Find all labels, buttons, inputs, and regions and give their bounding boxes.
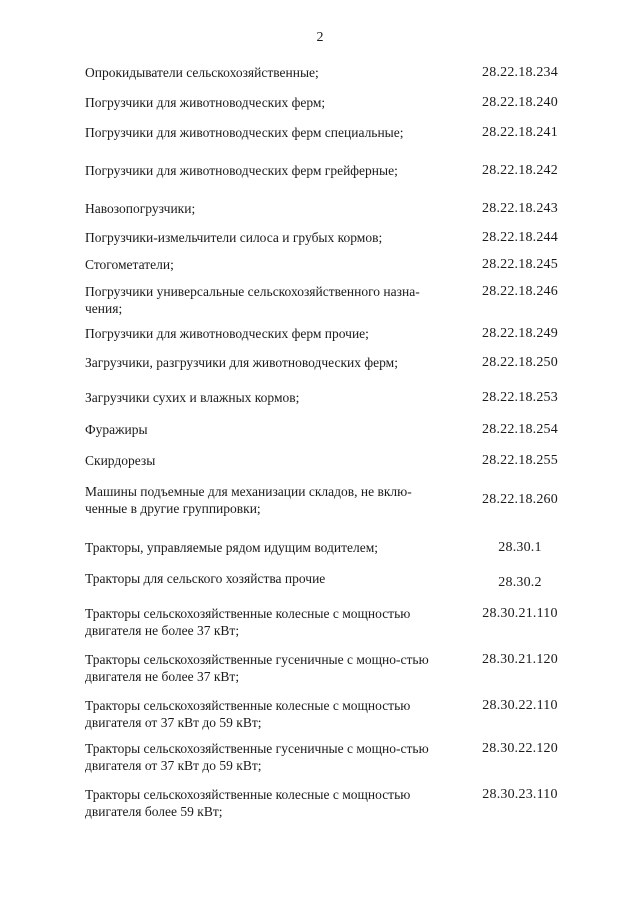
item-label: Опрокидыватели сельскохозяйственные;	[85, 65, 319, 80]
item-code: 28.22.18.260	[482, 492, 558, 507]
item-code: 28.30.2	[498, 575, 542, 590]
item-label: Тракторы сельскохозяйственные колесные с мощностью двигателя более 59 кВт;	[85, 787, 411, 819]
item-label: Погрузчики для животноводческих ферм грейферные;	[85, 163, 398, 178]
item-label: Погрузчики для животноводческих ферм специальные;	[85, 125, 404, 140]
item-label: Стогометатели;	[85, 257, 174, 272]
item-code: 28.22.18.255	[482, 453, 558, 468]
item-code: 28.22.18.234	[482, 65, 558, 80]
item-code: 28.22.18.245	[482, 257, 558, 272]
item-label: Навозопогрузчики;	[85, 201, 196, 216]
item-label: Тракторы для сельского хозяйства прочие	[85, 571, 326, 586]
item-label: Машины подъемные для механизации складов, не вклю-ченные в другие группировки;	[85, 484, 412, 516]
item-label: Тракторы сельскохозяйственные гусеничные с мощно-стью двигателя от 37 кВт до 59 кВт;	[85, 741, 429, 773]
item-code: 28.30.22.120	[482, 741, 558, 756]
item-code: 28.22.18.243	[482, 201, 558, 216]
item-code: 28.22.18.240	[482, 95, 558, 110]
item-code: 28.22.18.254	[482, 422, 558, 437]
item-code: 28.22.18.249	[482, 326, 558, 341]
item-label: Загрузчики сухих и влажных кормов;	[85, 390, 300, 405]
page-number: 2	[316, 30, 324, 45]
item-code: 28.22.18.241	[482, 125, 558, 140]
item-label: Фуражиры	[85, 422, 148, 437]
item-code: 28.22.18.250	[482, 355, 558, 370]
item-label: Тракторы сельскохозяйственные гусеничные с мощно-стью двигателя не более 37 кВт;	[85, 652, 429, 684]
item-code: 28.30.22.110	[482, 698, 558, 713]
item-code: 28.30.21.120	[482, 652, 558, 667]
item-label: Погрузчики-измельчители силоса и грубых кормов;	[85, 230, 383, 245]
item-label: Погрузчики для животноводческих ферм;	[85, 95, 326, 110]
item-label: Тракторы сельскохозяйственные колесные с мощностью двигателя не более 37 кВт;	[85, 606, 411, 638]
item-label: Погрузчики универсальные сельскохозяйственного назна-чения;	[85, 284, 420, 316]
item-label: Тракторы, управляемые рядом идущим водителем;	[85, 540, 378, 555]
item-code: 28.22.18.246	[482, 284, 558, 299]
item-label: Тракторы сельскохозяйственные колесные с мощностью двигателя от 37 кВт до 59 кВт;	[85, 698, 411, 730]
item-code: 28.30.23.110	[482, 787, 558, 802]
item-code: 28.30.1	[498, 540, 542, 555]
item-code: 28.22.18.242	[482, 163, 558, 178]
item-label: Загрузчики, разгрузчики для животноводческих ферм;	[85, 355, 398, 370]
item-label: Погрузчики для животноводческих ферм прочие;	[85, 326, 369, 341]
item-label: Скирдорезы	[85, 453, 156, 468]
item-code: 28.22.18.253	[482, 390, 558, 405]
item-code: 28.22.18.244	[482, 230, 558, 245]
item-code: 28.30.21.110	[482, 606, 558, 621]
